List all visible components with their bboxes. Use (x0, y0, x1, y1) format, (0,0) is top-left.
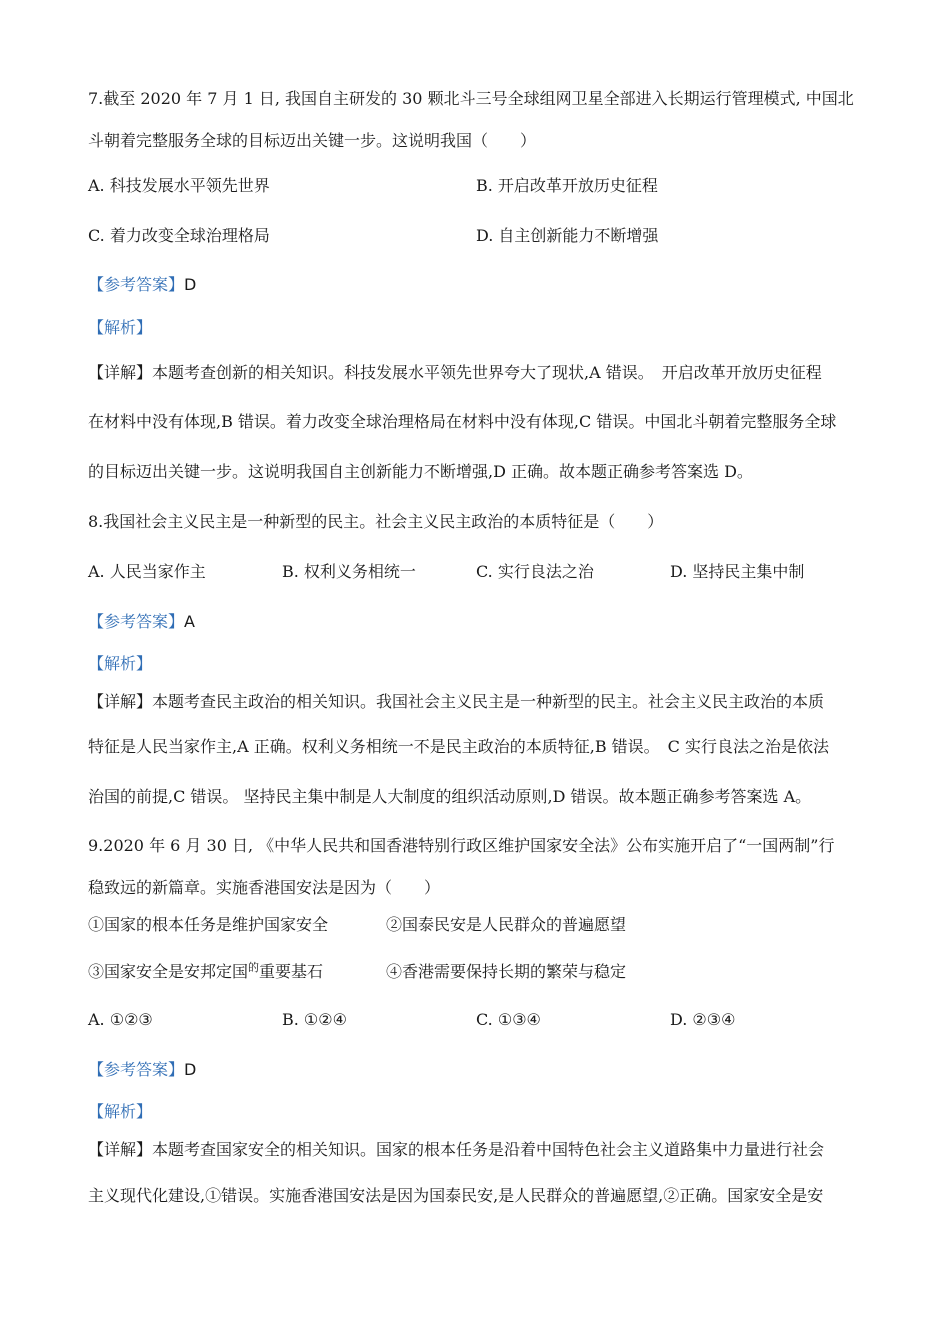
q9-answer (88, 1059, 870, 1081)
q8-option-d: D. 坚持民主集中制 (670, 562, 805, 581)
q7-detail-line-3: 的目标迈出关键一步。这说明我国自主创新能力不断增强,D 正确。故本题正确参考答案选 D。 (88, 462, 753, 481)
q9-answer-label: 【参考答案】 (88, 1060, 185, 1079)
q9-statement-3-part-2: 重要基石 (259, 962, 324, 981)
q7-option-b: B. 开启改革开放历史征程 (476, 176, 658, 195)
q7-option-a: A. 科技发展水平领先世界 (88, 176, 270, 195)
q8-answer-label: 【参考答案】 (88, 612, 185, 631)
q7-stem-line-1: 7.截至 2020 年 7 月 1 日, 我国自主研发的 30 颗北斗三号全球组网卫星全部进入长期运行管理模式, 中国北 (88, 89, 854, 108)
q9-option-b: B. ①②④ (282, 1010, 347, 1029)
q9-statement-4: ④香港需要保持长期的繁荣与稳定 (386, 962, 627, 981)
q8-answer (88, 611, 870, 633)
q8-option-b: B. 权利义务相统一 (282, 562, 416, 581)
q9-statement-3-part-1: ③国家安全是安邦定国 (88, 962, 249, 981)
q7-detail-line-1: 【详解】本题考查创新的相关知识。科技发展水平领先世界夸大了现状,A 错误。 开启改革开放历史征程 (88, 363, 822, 382)
q7-answer-label: 【参考答案】 (88, 275, 185, 294)
q7-analysis-label: 【解析】 (88, 318, 153, 337)
q7-detail-line-2: 在材料中没有体现,B 错误。着力改变全球治理格局在材料中没有体现,C 错误。中国北斗朝着完整服务全球 (88, 412, 837, 431)
q7-answer (88, 274, 870, 296)
q9-detail-line-2: 主义现代化建设,①错误。实施香港国安法是因为国泰民安,是人民群众的普遍愿望,②正确。国家安全是安 (88, 1186, 824, 1205)
q9-option-c: C. ①③④ (476, 1010, 541, 1029)
q8-option-a: A. 人民当家作主 (88, 562, 206, 581)
q9-statement-3 (88, 961, 323, 985)
q9-stem-line-1: 9.2020 年 6 月 30 日, 《中华人民共和国香港特别行政区维护国家安全法》公布实施开启了“一国两制”行 (88, 836, 835, 855)
q9-detail-line-1: 【详解】本题考查国家安全的相关知识。国家的根本任务是沿着中国特色社会主义道路集中力量进行社会 (88, 1140, 825, 1159)
q9-option-a: A. ①②③ (88, 1010, 153, 1029)
q8-option-c: C. 实行良法之治 (476, 562, 594, 581)
q9-option-d: D. ②③④ (670, 1010, 736, 1029)
q9-statement-1: ①国家的根本任务是维护国家安全 (88, 915, 329, 934)
q8-detail-line-2: 特征是人民当家作主,A 正确。权利义务相统一不是民主政治的本质特征,B 错误。 C 实行良法之治是依法 (88, 737, 829, 756)
q9-stem-line-2: 稳致远的新篇章。实施香港国安法是因为（ ） (88, 878, 441, 897)
q7-option-c: C. 着力改变全球治理格局 (88, 226, 270, 245)
q9-statement-3-superscript: 的 (248, 961, 260, 974)
q9-analysis-label: 【解析】 (88, 1102, 153, 1121)
q8-detail-line-1: 【详解】本题考查民主政治的相关知识。我国社会主义民主是一种新型的民主。社会主义民主政治的本质 (88, 692, 825, 711)
q8-analysis-label: 【解析】 (88, 654, 153, 673)
q8-detail-line-3: 治国的前提,C 错误。 坚持民主集中制是人大制度的组织活动原则,D 错误。故本题正确参考答案选 A。 (88, 787, 812, 806)
q7-option-d: D. 自主创新能力不断增强 (476, 226, 659, 245)
q8-stem-line-1: 8.我国社会主义民主是一种新型的民主。社会主义民主政治的本质特征是（ ） (88, 512, 664, 531)
q7-answer-value: D (184, 275, 197, 294)
q9-answer-value: D (184, 1060, 197, 1079)
q9-statement-2: ②国泰民安是人民群众的普遍愿望 (386, 915, 627, 934)
q7-stem-line-2: 斗朝着完整服务全球的目标迈出关键一步。这说明我国（ ） (88, 131, 537, 150)
q8-answer-value: A (184, 612, 195, 631)
